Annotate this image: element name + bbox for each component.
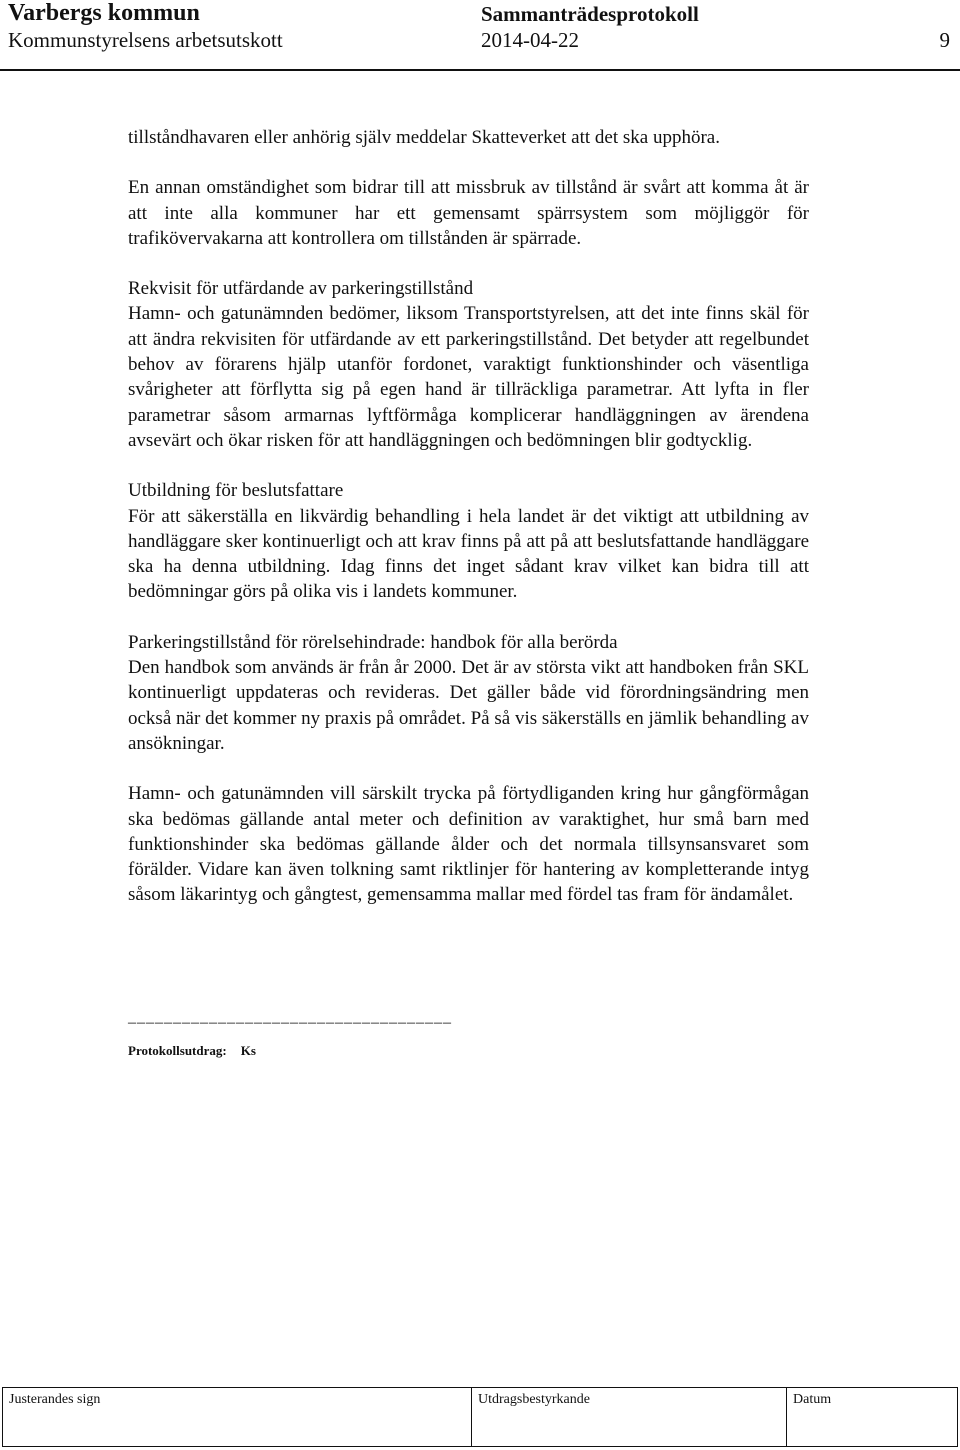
paragraph-final: Hamn- och gatunämnden vill särskilt trycka på förtydliganden kring hur gångförmågan ska bedömas gällande antal meter och definition av varaktighet, hur små barn med funktionshinder ska bedömas gällande ålder och det normala tillsynsansvaret som förälder. Vidare kan även tolkning samt riktlinjer för hantering av kompletterande intyg såsom läkarintyg och gångtest, gemensamma mallar med fördel tas fram för ändamålet. bbox=[128, 783, 809, 906]
section-heading-handbok: Parkeringstillstånd för rörelsehindrade: handbok för alla berörda bbox=[128, 631, 618, 653]
section-body-utbildning: För att säkerställa en likvärdig behandling i hela landet är det viktigt att utbildning av handläggare sker kontinuerligt och att krav finns på att på att beslutsfattande handläggare ska ha denna utbildning. Idag finns det inget sådant krav vilket kan bidra till att bedömningar görs på olika vis i landets kommuner. bbox=[128, 505, 809, 603]
document-body bbox=[128, 125, 809, 908]
signature-footer bbox=[2, 1387, 958, 1447]
paragraph-intro: tillståndhavaren eller anhörig själv meddelar Skatteverket att det ska upphöra. bbox=[128, 127, 720, 148]
protokollsutdrag-label: Protokollsutdrag: bbox=[128, 1043, 227, 1058]
footer-cell-datum bbox=[787, 1388, 957, 1446]
header-rule bbox=[0, 69, 960, 71]
committee-name: Kommunstyrelsens arbetsutskott bbox=[8, 28, 283, 52]
header-line-1 bbox=[8, 0, 952, 28]
footer-label-utdragsbestyrkande: Utdragsbestyrkande bbox=[478, 1392, 590, 1407]
footer-label-justerandes-sign: Justerandes sign bbox=[9, 1392, 101, 1407]
page-number: 9 bbox=[939, 28, 950, 52]
protokollsutdrag bbox=[128, 1043, 270, 1059]
footer-label-datum: Datum bbox=[793, 1392, 832, 1407]
section-heading-rekvisit: Rekvisit för utfärdande av parkeringstillstånd bbox=[128, 278, 474, 300]
footer-cell-justerandes-sign bbox=[3, 1388, 472, 1446]
section-body-rekvisit: Hamn- och gatunämnden bedömer, liksom Transportstyrelsen, att det inte finns skäl för att ändra rekvisiten för utfärdande av ett parkeringstillstånd. Det betyder att regelbundet behov av förarens hjälp utanför fordonet, varaktigt funktionshinder och väsentliga svårigheter att förflytta sig på egen hand är tillräckliga parametrar. Att lyfta in fler parametrar såsom armarnas lyftförmåga komplicerar handläggningen av ärendena avsevärt och ökar risken för att handläggningen och bedömningen blir godtycklig. bbox=[128, 303, 809, 451]
section-heading-utbildning: Utbildning för beslutsfattare bbox=[128, 480, 344, 502]
separator-line: –––––––––––––––––––––––––––––––––––– bbox=[128, 1014, 452, 1031]
section-body-handbok: Den handbok som används är från år 2000. Det är av största vikt att handboken från SKL kontinuerligt uppdateras och revideras. Det gäller både vid förordningsändring men också när det kommer ny praxis på området. På så vis säkerställs en jämlik behandling av ansökningar. bbox=[128, 657, 809, 754]
organization-name: Varbergs kommun bbox=[8, 0, 200, 26]
footer-cell-utdragsbestyrkande bbox=[472, 1388, 787, 1446]
header-line-2 bbox=[8, 28, 952, 56]
protokollsutdrag-value: Ks bbox=[240, 1043, 256, 1058]
meeting-date: 2014-04-22 bbox=[481, 28, 579, 52]
document-type: Sammanträdesprotokoll bbox=[481, 2, 699, 26]
paragraph-misuse: En annan omständighet som bidrar till att missbruk av tillstånd är svårt att komma åt är att inte alla kommuner har ett gemensamt spärrsystem som möjliggör för trafikövervakarna att kontrollera om tillstånden är spärrade. bbox=[128, 177, 809, 249]
